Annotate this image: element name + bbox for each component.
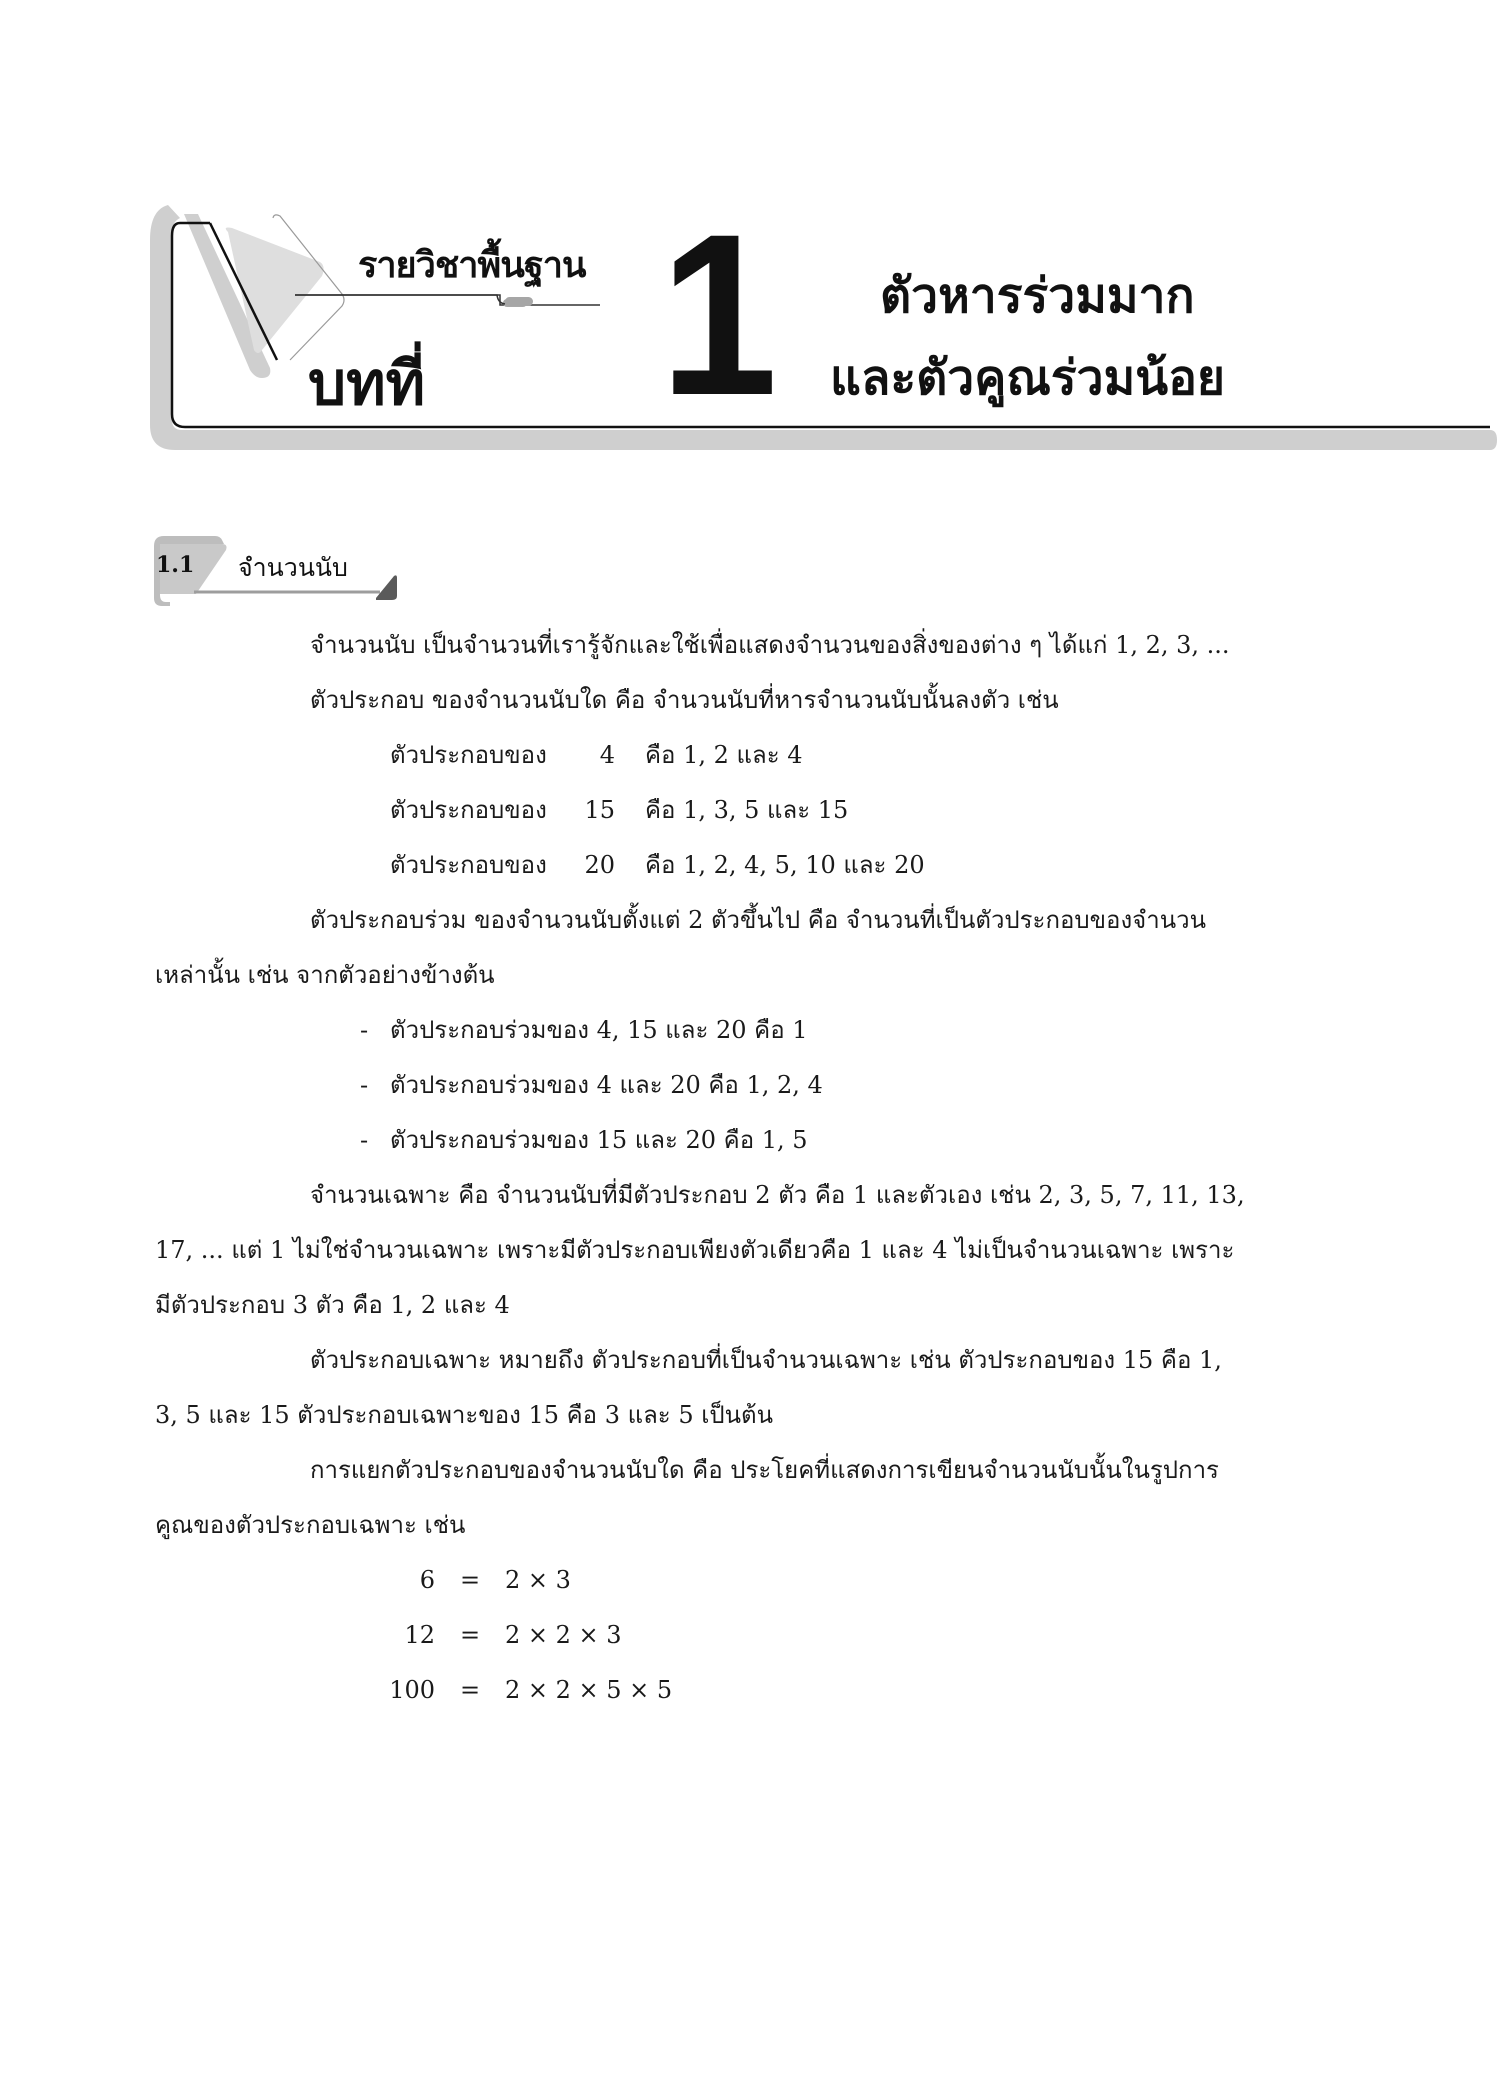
paragraph-prime-factor-line-1: ตัวประกอบเฉพาะ หมายถึง ตัวประกอบที่เป็นจำนวนเฉพาะ เช่น ตัวประกอบของ 15 คือ 1,: [310, 1346, 1222, 1374]
factor-example-number: 15: [584, 796, 615, 824]
factor-example-label: ตัวประกอบของ: [390, 796, 547, 824]
equals-sign: =: [459, 1566, 481, 1594]
paragraph-factor-definition: ตัวประกอบ ของจำนวนนับใด คือ จำนวนนับที่หารจำนวนนับนั้นลงตัว เช่น: [310, 686, 1059, 714]
equation-rhs: 2 × 2 × 5 × 5: [505, 1676, 673, 1704]
factor-example-number: 20: [584, 851, 615, 879]
equals-sign: =: [459, 1621, 481, 1649]
equation-lhs: 6: [419, 1566, 435, 1594]
common-factor-example: [360, 1070, 823, 1100]
section-title: จำนวนนับ: [238, 553, 348, 582]
subject-gray-tab: [505, 297, 533, 306]
dash-bullet: -: [360, 1126, 369, 1154]
paragraph-common-factor-line-1: ตัวประกอบร่วม ของจำนวนนับตั้งแต่ 2 ตัวขึ้นไป คือ จำนวนที่เป็นตัวประกอบของจำนวน: [310, 906, 1206, 934]
chapter-title-line-2: และตัวคูณร่วมน้อย: [830, 350, 1226, 406]
factor-example-result: คือ 1, 3, 5 และ 15: [645, 796, 849, 824]
factor-example-label: ตัวประกอบของ: [390, 741, 547, 769]
section-corner-triangle: [376, 575, 397, 600]
factor-example-number: 4: [599, 741, 615, 769]
factorization-equation: [380, 1565, 571, 1595]
common-factor-example-text: ตัวประกอบร่วมของ 4, 15 และ 20 คือ 1: [390, 1016, 808, 1044]
paragraph-prime-line-3: มีตัวประกอบ 3 ตัว คือ 1, 2 และ 4: [155, 1291, 510, 1319]
equals-sign: =: [459, 1676, 481, 1704]
chapter-title-line-1: ตัวหารร่วมมาก: [880, 268, 1195, 324]
common-factor-example-text: ตัวประกอบร่วมของ 15 และ 20 คือ 1, 5: [390, 1126, 808, 1154]
subject-label: รายวิชาพื้นฐาน: [358, 245, 586, 286]
common-factor-example: [360, 1015, 808, 1045]
section-number: 1.1: [156, 552, 195, 578]
factor-example-result: คือ 1, 2, 4, 5, 10 และ 20: [645, 851, 925, 879]
factorization-equation: [380, 1620, 622, 1650]
paragraph-factorization-line-2: คูณของตัวประกอบเฉพาะ เช่น: [155, 1511, 466, 1539]
paragraph-prime-factor-line-2: 3, 5 และ 15 ตัวประกอบเฉพาะของ 15 คือ 3 และ 5 เป็นต้น: [155, 1401, 774, 1429]
common-factor-example-text: ตัวประกอบร่วมของ 4 และ 20 คือ 1, 2, 4: [390, 1071, 823, 1099]
factor-example-row: [390, 740, 803, 770]
common-factor-example: [360, 1125, 808, 1155]
factor-example-row: [390, 850, 925, 880]
equation-rhs: 2 × 2 × 3: [505, 1621, 622, 1649]
factor-example-result: คือ 1, 2 และ 4: [645, 741, 803, 769]
paragraph-factorization-line-1: การแยกตัวประกอบของจำนวนนับใด คือ ประโยคที่แสดงการเขียนจำนวนนับนั้นในรูปการ: [310, 1456, 1219, 1484]
chapter-word: บทที่: [308, 349, 426, 419]
equation-lhs: 100: [389, 1676, 435, 1704]
dash-bullet: -: [360, 1016, 369, 1044]
paragraph-counting-numbers: จำนวนนับ เป็นจำนวนที่เรารู้จักและใช้เพื่อแสดงจำนวนของสิ่งของต่าง ๆ ได้แก่ 1, 2, 3, ...: [310, 631, 1230, 659]
factor-example-label: ตัวประกอบของ: [390, 851, 547, 879]
chapter-number: 1: [660, 186, 778, 443]
paragraph-common-factor-line-2: เหล่านั้น เช่น จากตัวอย่างข้างต้น: [155, 961, 495, 989]
factorization-equation: [380, 1675, 672, 1705]
paragraph-prime-line-2: 17, ... แต่ 1 ไม่ใช่จำนวนเฉพาะ เพราะมีตัวประกอบเพียงตัวเดียวคือ 1 และ 4 ไม่เป็นจำนวนเฉพาะ เพราะ: [155, 1236, 1235, 1264]
equation-rhs: 2 × 3: [505, 1566, 571, 1594]
paragraph-prime-line-1: จำนวนเฉพาะ คือ จำนวนนับที่มีตัวประกอบ 2 ตัว คือ 1 และตัวเอง เช่น 2, 3, 5, 7, 11, 13,: [310, 1181, 1245, 1209]
dash-bullet: -: [360, 1071, 369, 1099]
subject-connector-line: [295, 295, 505, 304]
equation-lhs: 12: [404, 1621, 435, 1649]
factor-example-row: [390, 795, 848, 825]
